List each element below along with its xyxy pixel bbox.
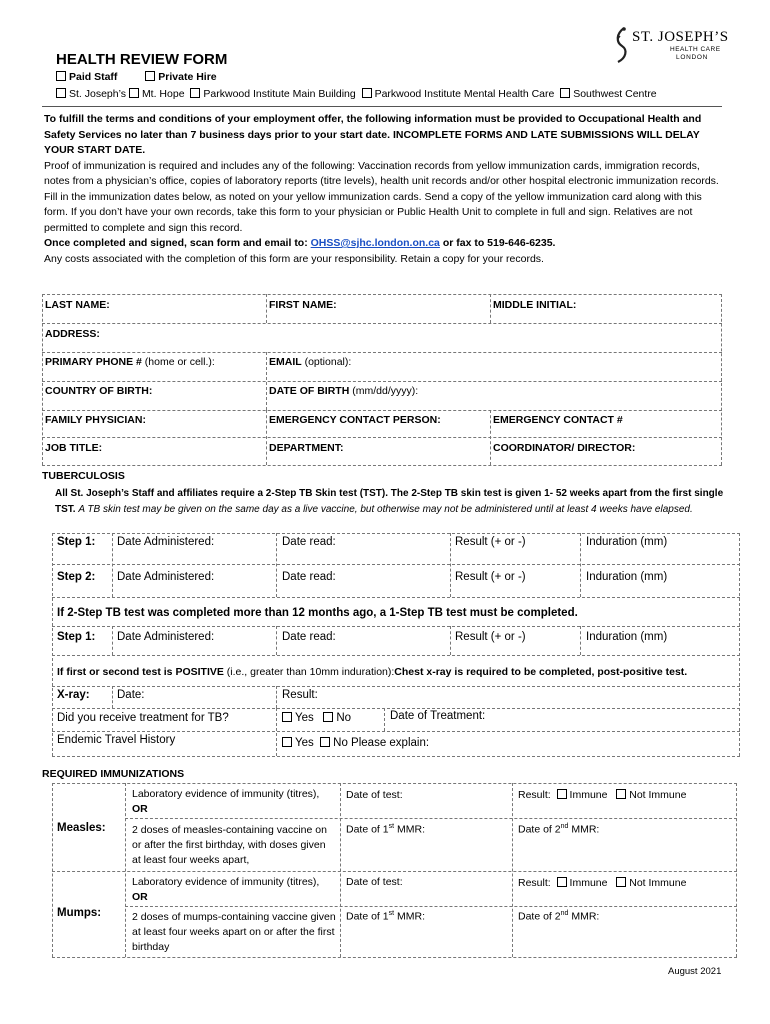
date-1st-text: Date of 1 <box>346 823 389 836</box>
job-title-field[interactable]: JOB TITLE: <box>45 442 103 454</box>
mmr-text: MMR: <box>394 823 425 836</box>
measles-lab-text: Laboratory evidence of immunity (titres), <box>132 788 320 800</box>
site-checkbox[interactable] <box>362 88 372 98</box>
onestep-date-administered[interactable]: Date Administered: <box>117 631 215 643</box>
step2-label: Step 2: <box>57 571 96 583</box>
date-2nd-text: Date of 2 <box>518 823 561 836</box>
step2-date-read[interactable]: Date read: <box>282 571 336 583</box>
xray-label: X-ray: <box>57 689 90 701</box>
measles-label: Measles: <box>57 822 106 834</box>
mumps-immune-label: Immune <box>569 877 608 889</box>
submit-prefix: Once completed and signed, scan form and email to: <box>44 237 311 249</box>
email-label: EMAIL <box>269 356 302 368</box>
mumps-date-2nd-mmr[interactable] <box>518 910 599 923</box>
instructions-submit <box>44 236 720 252</box>
mumps-immune-checkbox[interactable] <box>557 877 567 887</box>
treatment-options <box>282 712 351 724</box>
dob-note: (mm/dd/yyyy): <box>349 385 419 397</box>
department-field[interactable]: DEPARTMENT: <box>269 442 344 454</box>
measles-immune-label: Immune <box>569 789 608 801</box>
instructions-fill: Fill in the immunization dates below, as noted on your yellow immunization cards. Send a copy of the yellow immunization card along with this form. If you don’t have your own records, take this form to your physician or Public Health Unit to complete in full and sign. Relatives are not permitted to complete and sign this record. <box>44 190 702 234</box>
xray-date[interactable]: Date: <box>117 689 145 701</box>
step1-date-read[interactable]: Date read: <box>282 536 336 548</box>
onestep-result[interactable]: Result (+ or -) <box>455 631 526 643</box>
dob-field[interactable] <box>269 385 418 397</box>
positive-note <box>57 666 687 678</box>
mumps-date-1st-mmr[interactable] <box>346 910 425 923</box>
date-1st-text: Date of 1 <box>346 910 389 923</box>
middle-initial-field[interactable]: MIDDLE INITIAL: <box>493 299 577 311</box>
endemic-label: Endemic Travel History <box>57 734 176 746</box>
paid-staff-label: Paid Staff <box>69 71 118 83</box>
site-label: Parkwood Institute Main Building <box>203 88 356 100</box>
email-link[interactable]: OHSS@sjhc.london.on.ca <box>310 237 440 249</box>
measles-not-immune-checkbox[interactable] <box>616 789 626 799</box>
instructions-costs: Any costs associated with the completion of this form are your responsibility. Retain a copy for your records. <box>44 252 544 265</box>
logo-brand: ST. JOSEPH’S <box>632 29 729 45</box>
measles-date-2nd-mmr[interactable] <box>518 823 599 836</box>
logo-line2: HEALTH CARE <box>670 46 721 53</box>
tb-heading: TUBERCULOSIS <box>42 470 125 482</box>
address-field[interactable]: ADDRESS: <box>45 328 100 340</box>
endemic-yes-checkbox[interactable] <box>282 737 292 747</box>
email-field[interactable] <box>269 356 351 368</box>
dob-label: DATE OF BIRTH <box>269 385 350 397</box>
step2-result[interactable]: Result (+ or -) <box>455 571 526 583</box>
measles-immune-checkbox[interactable] <box>557 789 567 799</box>
form-title: HEALTH REVIEW FORM <box>56 51 228 68</box>
country-of-birth-field[interactable]: COUNTRY OF BIRTH: <box>45 385 153 397</box>
endemic-no-checkbox[interactable] <box>320 737 330 747</box>
private-hire-checkbox[interactable] <box>145 71 155 81</box>
site-checkbox[interactable] <box>56 88 66 98</box>
phone-field[interactable] <box>45 356 215 368</box>
hire-options <box>56 70 217 86</box>
onestep-date-read[interactable]: Date read: <box>282 631 336 643</box>
family-physician-field[interactable]: FAMILY PHYSICIAN: <box>45 414 146 426</box>
logo-line3: LONDON <box>676 54 709 61</box>
measles-date-of-test[interactable]: Date of test: <box>346 789 403 801</box>
tb-note <box>55 486 725 517</box>
onestep-induration[interactable]: Induration (mm) <box>586 631 668 643</box>
date-of-treatment[interactable]: Date of Treatment: <box>390 710 486 722</box>
step2-date-administered[interactable]: Date Administered: <box>117 571 215 583</box>
site-checkbox[interactable] <box>190 88 200 98</box>
site-label: Southwest Centre <box>573 88 657 100</box>
step2-induration[interactable]: Induration (mm) <box>586 571 668 583</box>
mmr-text: MMR: <box>394 910 425 923</box>
email-note: (optional): <box>301 356 352 368</box>
site-checkbox[interactable] <box>129 88 139 98</box>
measles-result <box>518 789 686 801</box>
mumps-result <box>518 877 686 889</box>
tb-note-bold: All St. Joseph’s Staff and affiliates require a 2-Step TB Skin test (TST). The 2-Step TB skin test is given 1- 52 weeks apart from the first single TST. <box>55 488 724 515</box>
sup-nd: nd <box>560 823 569 830</box>
footer-date: August 2021 <box>668 966 722 977</box>
treatment-no-label: No <box>336 712 352 724</box>
endemic-options <box>282 737 429 749</box>
step1-induration[interactable]: Induration (mm) <box>586 536 668 548</box>
phone-label: PRIMARY PHONE # <box>45 356 142 368</box>
sup-st: st <box>388 823 395 830</box>
measles-lab-evidence <box>132 787 336 817</box>
mumps-lab-text: Laboratory evidence of immunity (titres), <box>132 876 320 888</box>
logo-mark-icon <box>612 26 632 64</box>
coordinator-field[interactable]: COORDINATOR/ DIRECTOR: <box>493 442 636 454</box>
mumps-result-label: Result: <box>518 877 551 889</box>
mumps-doses: 2 doses of mumps-containing vaccine given at least four weeks apart on or after the first birthday <box>132 911 336 953</box>
treatment-yes-checkbox[interactable] <box>282 712 292 722</box>
measles-or: OR <box>132 803 148 815</box>
measles-not-immune-label: Not Immune <box>629 789 687 801</box>
private-hire-label: Private Hire <box>158 71 217 83</box>
date-2nd-text: Date of 2 <box>518 910 561 923</box>
emergency-person-field[interactable]: EMERGENCY CONTACT PERSON: <box>269 414 441 426</box>
logo <box>612 26 729 66</box>
instructions-deadline: To fulfill the terms and conditions of your employment offer, the following information must be provided to Occupational Health and Safety Services no later than 7 business days prior to your start date. INCOMPLETE FORMS AND LATE SUBMISSIONS WILL DELAY YOUR START DATE. <box>44 113 702 156</box>
last-name-field[interactable]: LAST NAME: <box>45 299 110 311</box>
instructions <box>44 112 720 267</box>
treatment-yes-label: Yes <box>295 712 314 724</box>
submit-suffix: or fax to 519-646-6235. <box>439 237 556 249</box>
positive-suffix: Chest x-ray is required to be completed, post-positive test. <box>394 666 688 678</box>
xray-result[interactable]: Result: <box>282 689 318 701</box>
mmr-text: MMR: <box>568 910 600 923</box>
mmr-text: MMR: <box>568 823 600 836</box>
measles-doses: 2 doses of measles-containing vaccine on or after the first birthday, with doses given at least four weeks apart, <box>132 824 327 866</box>
site-label: Parkwood Institute Mental Health Care <box>374 88 555 100</box>
measles-date-1st-mmr[interactable] <box>346 823 425 836</box>
tb-note-italic: A TB skin test may be given on the same day as a live vaccine, but otherwise may not be administered until at least 4 weeks have elapsed. <box>78 503 693 515</box>
first-name-field[interactable]: FIRST NAME: <box>269 299 337 311</box>
step1-result[interactable]: Result (+ or -) <box>455 536 526 548</box>
mumps-date-of-test[interactable]: Date of test: <box>346 876 403 888</box>
mumps-label: Mumps: <box>57 907 102 919</box>
site-label: Mt. Hope <box>141 88 185 100</box>
positive-prefix: If first or second test is POSITIVE <box>57 666 224 678</box>
step1-date-administered[interactable]: Date Administered: <box>117 536 215 548</box>
step1-label: Step 1: <box>57 536 96 548</box>
mumps-lab-evidence <box>132 875 336 905</box>
immunizations-heading: REQUIRED IMMUNIZATIONS <box>42 768 185 780</box>
site-label: St. Joseph’s <box>69 88 127 100</box>
treatment-question: Did you receive treatment for TB? <box>57 712 229 724</box>
emergency-number-field[interactable]: EMERGENCY CONTACT # <box>493 414 623 426</box>
onestep-label: Step 1: <box>57 631 96 643</box>
measles-result-label: Result: <box>518 789 551 801</box>
phone-note: (home or cell.): <box>141 356 215 368</box>
endemic-yes-label: Yes <box>295 737 314 749</box>
paid-staff-checkbox[interactable] <box>56 71 66 81</box>
mumps-not-immune-checkbox[interactable] <box>616 877 626 887</box>
sup-nd: nd <box>560 910 569 917</box>
mumps-or: OR <box>132 891 148 903</box>
site-checkbox[interactable] <box>560 88 570 98</box>
treatment-no-checkbox[interactable] <box>323 712 333 722</box>
endemic-explain-label: No Please explain: <box>333 737 430 749</box>
site-options <box>56 87 657 103</box>
mumps-not-immune-label: Not Immune <box>629 877 687 889</box>
instructions-proof: Proof of immunization is required and includes any of the following: Vaccination records from yellow immunization cards, immigration records, notes from a physician’s office, copies of laboratory reports (titre levels), health unit records and/or other hospital electronic immunization records. <box>44 159 719 187</box>
one-step-note: If 2-Step TB test was completed more than 12 months ago, a 1-Step TB test must be completed. <box>57 607 578 619</box>
sup-st: st <box>388 910 395 917</box>
positive-mid: (i.e., greater than 10mm induration): <box>223 666 395 678</box>
